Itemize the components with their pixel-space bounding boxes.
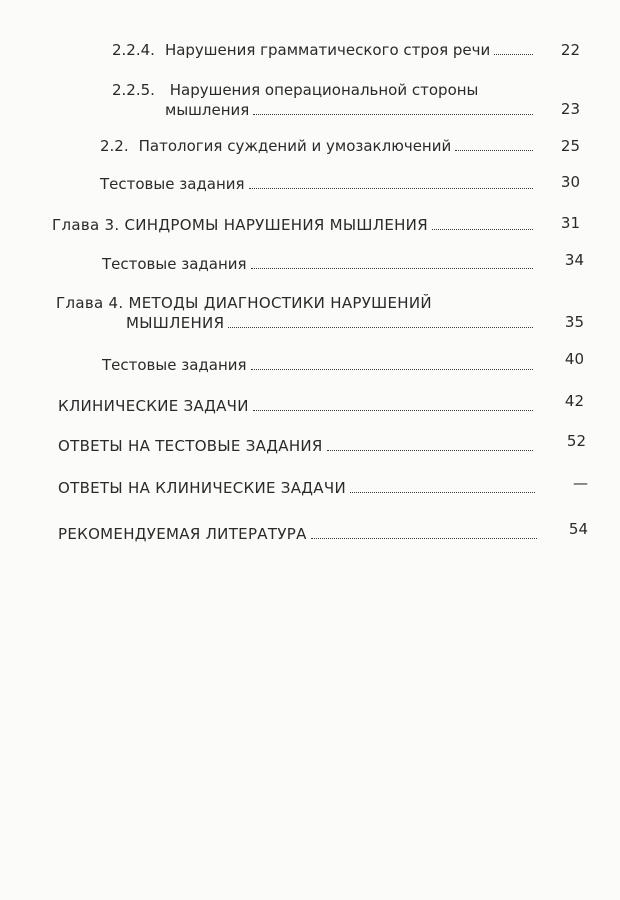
toc-page-number: 52 xyxy=(566,432,586,450)
toc-entry-clinical-tasks xyxy=(58,396,537,416)
toc-entry-test-tasks-2 xyxy=(102,254,537,274)
toc-entry-title: Нарушения грамматического строя речи xyxy=(164,41,491,59)
toc-entry-title-line1: Нарушения операциональной стороны xyxy=(169,81,479,99)
dot-leader xyxy=(249,188,533,189)
toc-page-number: 30 xyxy=(560,173,580,191)
toc-page-number: 23 xyxy=(560,100,580,118)
dot-leader xyxy=(253,114,533,115)
toc-entry-title: Тестовые задания xyxy=(102,255,247,273)
dot-leader xyxy=(327,450,533,451)
toc-entry-title: ОТВЕТЫ НА КЛИНИЧЕСКИЕ ЗАДАЧИ xyxy=(58,479,346,497)
toc-entry-number: 2.2.5. xyxy=(112,81,155,99)
toc-entry-2-2-4 xyxy=(112,40,537,60)
toc-entry-2-2 xyxy=(100,136,537,156)
toc-page-number: 31 xyxy=(560,214,580,232)
dot-leader xyxy=(455,150,533,151)
toc-entry-title: КЛИНИЧЕСКИЕ ЗАДАЧИ xyxy=(58,397,249,415)
toc-page-number: 40 xyxy=(564,350,584,368)
toc-entry-number: 2.2. xyxy=(100,137,129,155)
toc-entry-test-tasks-3 xyxy=(102,355,537,375)
toc-page-number: 42 xyxy=(564,392,584,410)
toc-page-number: 34 xyxy=(564,251,584,269)
toc-entry-title-line1: Глава 4. МЕТОДЫ ДИАГНОСТИКИ НАРУШЕНИЙ xyxy=(56,294,432,312)
toc-entry-title: Тестовые задания xyxy=(102,356,247,374)
dot-leader xyxy=(251,268,533,269)
dot-leader xyxy=(228,327,533,328)
toc-entry-title: Патология суждений и умозаключений xyxy=(138,137,452,155)
toc-entry-chapter-4 xyxy=(56,293,537,333)
toc-page-number: 54 xyxy=(568,520,588,538)
dot-leader xyxy=(350,492,535,493)
dot-leader xyxy=(432,229,533,230)
toc-entry-test-tasks-1 xyxy=(100,174,537,194)
dot-leader xyxy=(253,410,533,411)
dot-leader xyxy=(311,538,537,539)
toc-entry-title: ОТВЕТЫ НА ТЕСТОВЫЕ ЗАДАНИЯ xyxy=(58,437,323,455)
toc-page-number: — xyxy=(573,474,588,492)
dot-leader xyxy=(251,369,533,370)
toc-entry-title: РЕКОМЕНДУЕМАЯ ЛИТЕРАТУРА xyxy=(58,525,307,543)
toc-page-number: 25 xyxy=(560,137,580,155)
toc-entry-title: Глава 3. СИНДРОМЫ НАРУШЕНИЯ МЫШЛЕНИЯ xyxy=(52,216,428,234)
toc-entry-title-line2: мышления xyxy=(165,101,250,119)
toc-entry-title: Тестовые задания xyxy=(100,175,245,193)
toc-page-number: 35 xyxy=(564,313,584,331)
toc-entry-chapter-3 xyxy=(52,215,537,235)
toc-entry-test-answers xyxy=(58,436,537,456)
toc-entry-clinical-answers xyxy=(58,478,539,498)
toc-page-number: 22 xyxy=(560,41,580,59)
dot-leader xyxy=(494,54,533,55)
toc-entry-literature xyxy=(58,524,541,544)
toc-entry-title-line2: МЫШЛЕНИЯ xyxy=(126,314,225,332)
toc-entry-number: 2.2.4. xyxy=(112,41,155,59)
toc-entry-2-2-5 xyxy=(112,80,537,120)
